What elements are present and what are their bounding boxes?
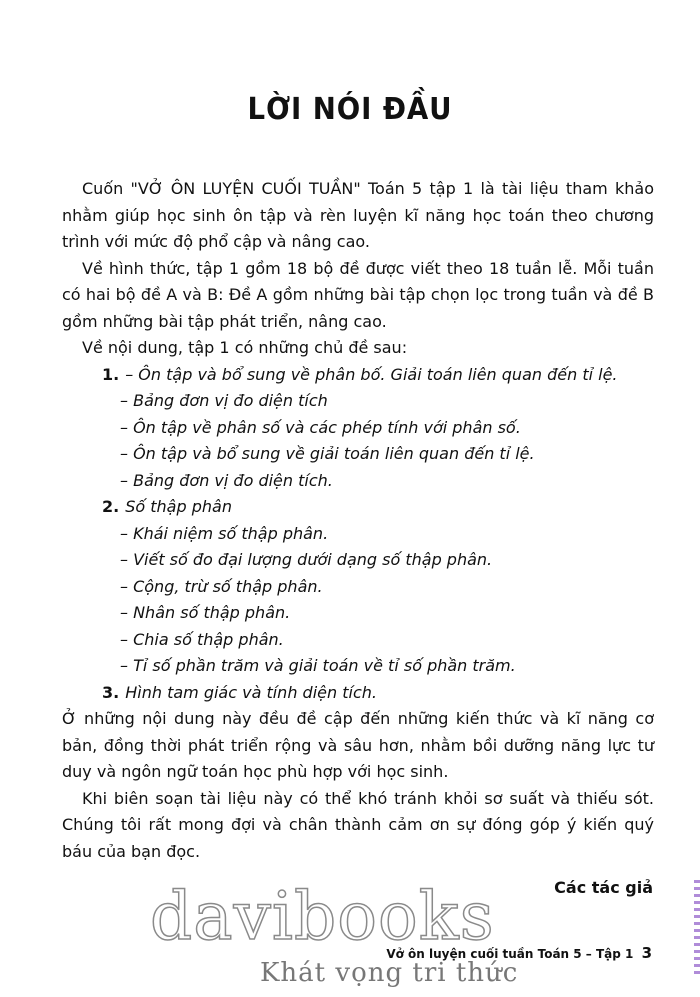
topic-item: – Ôn tập và bổ sung về giải toán liên quan đến tỉ lệ. [120,444,535,463]
topic-2 [102,494,654,521]
body-text [62,176,654,865]
watermark-brand: davibooks [150,878,495,955]
topic-number: 3. [102,682,120,702]
paragraph-content-intro: Về nội dung, tập 1 có những chủ đề sau: [82,338,408,357]
topic-3 [102,680,654,707]
author-signature: Các tác giả [554,878,653,897]
topic-item: – Chia số thập phân. [120,629,284,649]
page-number: 3 [641,944,652,962]
topic-item: – Viết số đo đại lượng dưới dạng số thập phân. [120,550,493,569]
topic-item: – Cộng, trừ số thập phân. [120,576,323,596]
footer-text: Vở ôn luyện cuối tuần Toán 5 – Tập 1 [386,947,634,961]
page-edge-mark [694,880,700,975]
topic-item: – Tỉ số phần trăm và giải toán về tỉ số phần trăm. [120,656,516,675]
topic-title: – Ôn tập và bổ sung về phân bố. Giải toán liên quan đến tỉ lệ. [125,364,618,384]
topic-1 [102,362,654,389]
topic-number: 2. [102,497,120,516]
topic-number: 1. [102,364,120,384]
page-title: LỜI NÓI ĐẦU [247,92,453,127]
topic-item: – Khái niệm số thập phân. [120,523,329,543]
watermark-slogan: Khát vọng tri thức [260,958,519,988]
paragraph-intro: Cuốn "VỞ ÔN LUYỆN CUỐI TUẦN" Toán 5 tập 1 là tài liệu tham khảo nhằm giúp học sinh ôn tập và rèn luyện kĩ năng học toán theo chương trình với mức độ phổ cập và nâng cao. [62,179,654,251]
topic-item: – Nhân số thập phân. [120,603,291,622]
topic-item: – Ôn tập về phân số và các phép tính với phân số. [120,417,521,437]
topic-title: Số thập phân [125,497,232,516]
topic-item: – Bảng đơn vị đo diện tích [120,391,328,410]
topic-title: Hình tam giác và tính diện tích. [125,682,377,702]
paragraph-scope: Ở những nội dung này đều đề cập đến những kiến thức và kĩ năng cơ bản, đồng thời phát triển rộng và sâu hơn, nhằm bồi dưỡng năng lực tư duy và ngôn ngữ toán học phù hợp với học sinh. [62,709,654,781]
paragraph-thanks: Khi biên soạn tài liệu này có thể khó tránh khỏi sơ suất và thiếu sót. Chúng tôi rất mong đợi và chân thành cảm ơn sự đóng góp ý kiến quý báu của bạn đọc. [62,788,654,861]
paragraph-format: Về hình thức, tập 1 gồm 18 bộ đề được viết theo 18 tuần lễ. Mỗi tuần có hai bộ đề A và B: Đề A gồm những bài tập chọn lọc trong tuần và đề B gồm những bài tập phát triển, nâng cao. [62,258,654,331]
topic-item: – Bảng đơn vị đo diện tích. [120,470,333,490]
